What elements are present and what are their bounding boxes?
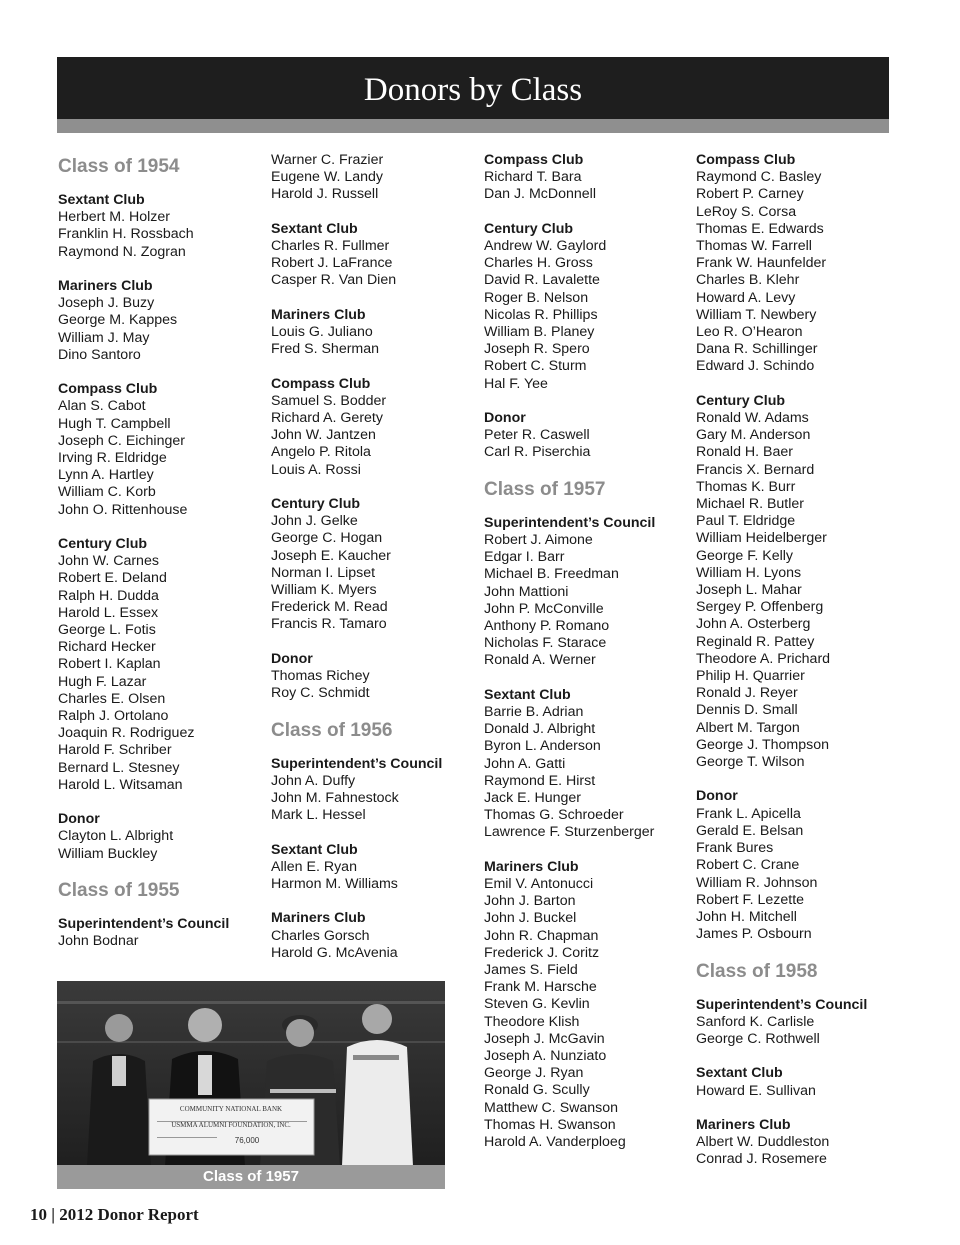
donor-name: James P. Osbourn — [696, 926, 812, 943]
page-title: Donors by Class — [363, 71, 583, 108]
donor-name: Irving R. Eldridge — [58, 450, 167, 467]
donor-name: Donald J. Albright — [484, 721, 596, 738]
donor-name: Bernard L. Stesney — [58, 759, 180, 776]
check-amount: 76,000 — [234, 1136, 260, 1145]
donor-name: LeRoy S. Corsa — [696, 203, 797, 220]
column-2 — [271, 152, 476, 979]
donor-name: Raymond C. Basley — [696, 169, 822, 186]
group-title: Mariners Club — [271, 306, 366, 323]
group-title: Mariners Club — [271, 910, 366, 927]
donor-group — [484, 410, 689, 462]
donor-name: William J. May — [58, 329, 150, 346]
donor-name: Roy C. Schmidt — [271, 685, 370, 702]
donor-name: John O. Rittenhouse — [58, 501, 188, 518]
donor-name: Charles Gorsch — [271, 927, 370, 944]
donor-name: Andrew W. Gaylord — [484, 238, 607, 254]
donor-name: Dennis D. Small — [696, 702, 798, 719]
donor-name: Sergey P. Offenberg — [696, 599, 824, 616]
donor-name: John J. Buckel — [484, 910, 577, 927]
donor-name: Frank M. Harsche — [484, 979, 597, 996]
donor-group — [484, 152, 689, 204]
donor-name: George L. Fotis — [58, 622, 156, 639]
donor-name: Gary M. Anderson — [696, 427, 811, 444]
column-4 — [696, 152, 901, 1186]
group-title: Mariners Club — [696, 1116, 791, 1133]
donor-name: Conrad J. Rosemere — [696, 1151, 827, 1168]
donor-name: Steven G. Kevlin — [484, 996, 590, 1013]
donor-name: Howard E. Sullivan — [696, 1082, 816, 1099]
class-heading: Class of 1958 — [696, 960, 818, 982]
donor-name: Ronald G. Scully — [484, 1082, 590, 1099]
donor-name: Louis A. Rossi — [271, 461, 361, 478]
donor-group — [58, 381, 263, 519]
donor-group — [58, 811, 263, 863]
donor-group — [484, 221, 689, 393]
donor-name: Robert J. Aimone — [484, 532, 593, 549]
donor-name: Joseph J. McGavin — [484, 1030, 605, 1047]
donor-name: Charles B. Klehr — [696, 272, 800, 289]
group-title: Sextant Club — [696, 1065, 783, 1082]
donor-name: John W. Jantzen — [271, 427, 376, 444]
donor-name: William T. Newbery — [696, 306, 817, 323]
donor-name: Harold F. Schriber — [58, 742, 172, 759]
donor-name: Robert C. Sturm — [484, 358, 587, 375]
donor-name: John Mattioni — [484, 583, 569, 600]
donor-name: Harmon M. Williams — [271, 876, 398, 893]
donor-name: Francis X. Bernard — [696, 461, 815, 478]
donor-name: William H. Lyons — [696, 564, 802, 581]
donor-name: George J. Thompson — [696, 736, 830, 753]
donor-name: Ronald A. Werner — [484, 652, 596, 669]
class-heading: Class of 1955 — [58, 880, 180, 902]
donor-name: Ronald W. Adams — [696, 410, 809, 427]
donor-name: Leo R. O’Hearon — [696, 324, 803, 341]
donor-name: Warner C. Frazier — [271, 152, 384, 168]
donor-name: Thomas H. Swanson — [484, 1116, 616, 1133]
donor-name: Frank L. Apicella — [696, 805, 801, 822]
donor-name: John J. Barton — [484, 893, 576, 910]
donor-name: Nicholas F. Starace — [484, 635, 607, 652]
donor-name: Robert P. Carney — [696, 186, 804, 203]
donor-name: Dan J. McDonnell — [484, 186, 596, 203]
donor-name: William Buckley — [58, 845, 158, 862]
donor-name: Howard A. Levy — [696, 289, 796, 306]
group-title: Century Club — [484, 220, 574, 237]
donor-name: Dana R. Schillinger — [696, 341, 818, 358]
donor-name: Lynn A. Hartley — [58, 467, 154, 484]
page-footer: 10 | 2012 Donor Report — [30, 1205, 199, 1224]
donor-group — [696, 788, 901, 943]
donor-name: Ronald J. Reyer — [696, 685, 798, 702]
donor-name: Peter R. Caswell — [484, 427, 590, 444]
class-photo — [57, 981, 445, 1189]
donor-name: Fred S. Sherman — [271, 341, 380, 358]
donor-name: William K. Myers — [271, 582, 377, 599]
class-heading: Class of 1957 — [484, 478, 606, 500]
donor-name: George J. Ryan — [484, 1065, 584, 1082]
donor-name: Thomas K. Burr — [696, 478, 796, 495]
check-bank-name: COMMUNITY NATIONAL BANK — [179, 1105, 283, 1113]
header-bar — [57, 57, 889, 119]
group-title: Mariners Club — [58, 278, 153, 294]
donor-name: Thomas E. Edwards — [696, 220, 824, 237]
donor-name: Harold L. Witsaman — [58, 776, 183, 793]
donor-name: Albert M. Targon — [696, 719, 800, 736]
group-title: Century Club — [696, 392, 786, 409]
donor-name: Nicolas R. Phillips — [484, 306, 598, 323]
donor-name: Dino Santoro — [58, 346, 141, 363]
donor-group — [58, 916, 263, 950]
donor-name: William Heidelberger — [696, 530, 827, 547]
donor-name: Harold L. Essex — [58, 604, 159, 621]
donor-name: Franklin H. Rossbach — [58, 226, 194, 243]
donor-name: Jack E. Hunger — [484, 790, 581, 807]
donor-name: Byron L. Anderson — [484, 738, 601, 755]
donor-group — [271, 651, 476, 703]
donor-name: Paul T. Eldridge — [696, 513, 796, 530]
column-1 — [58, 154, 263, 968]
donor-name: Thomas G. Schroeder — [484, 807, 624, 824]
donor-name: Casper R. Van Dien — [271, 272, 397, 289]
group-title: Sextant Club — [271, 841, 358, 858]
donor-name: Joseph R. Spero — [484, 341, 590, 358]
donor-name: Joseph J. Buzy — [58, 295, 155, 312]
donor-name: Norman I. Lipset — [271, 564, 376, 581]
group-title: Compass Club — [271, 375, 371, 392]
group-title: Superintendent’s Council — [484, 514, 656, 531]
donor-name: Ronald H. Baer — [696, 444, 793, 461]
donor-name: Michael B. Freedman — [484, 566, 619, 583]
donor-name: Raymond E. Hirst — [484, 772, 596, 789]
donor-group — [484, 687, 689, 842]
donor-name: George F. Kelly — [696, 547, 793, 564]
donor-name: Harold G. McAvenia — [271, 944, 398, 961]
donor-name: Hugh T. Campbell — [58, 415, 171, 432]
donor-name: Clayton L. Albright — [58, 828, 174, 845]
photo-caption: Class of 1957 — [57, 1165, 445, 1189]
donor-name: Edward J. Schindo — [696, 358, 815, 375]
donor-name: John A. Osterberg — [696, 616, 811, 633]
donor-name: Mark L. Hessel — [271, 807, 366, 824]
donor-name: John H. Mitchell — [696, 908, 797, 925]
donor-name: Frank Bures — [696, 840, 774, 857]
donor-name: Thomas W. Farrell — [696, 238, 812, 255]
donor-name: Joseph C. Eichinger — [58, 432, 185, 449]
donor-name: Louis G. Juliano — [271, 324, 373, 340]
donor-name: Robert E. Deland — [58, 570, 167, 587]
donor-name: Francis R. Tamaro — [271, 616, 387, 633]
group-title: Century Club — [271, 496, 361, 512]
donor-group — [271, 910, 476, 962]
donor-name: Angelo P. Ritola — [271, 444, 371, 461]
donor-name: Matthew C. Swanson — [484, 1099, 619, 1116]
donor-name: Frederick J. Coritz — [484, 944, 600, 961]
donor-name: Richard T. Bara — [484, 169, 582, 186]
donor-group — [271, 756, 476, 825]
donor-name: Barrie B. Adrian — [484, 704, 584, 721]
donor-name: John P. McConville — [484, 600, 604, 617]
group-title: Sextant Club — [58, 192, 145, 208]
donor-name: Ralph H. Dudda — [58, 587, 159, 604]
donor-name: Anthony P. Romano — [484, 618, 610, 635]
donor-name: John A. Duffy — [271, 772, 356, 789]
donor-name: Carl R. Piserchia — [484, 444, 591, 461]
donor-name: Joseph A. Nunziato — [484, 1048, 607, 1065]
group-title: Mariners Club — [484, 858, 579, 875]
group-title: Donor — [696, 788, 738, 805]
group-title: Donor — [271, 650, 313, 667]
donor-name: Frederick M. Read — [271, 599, 388, 616]
donor-group — [58, 278, 263, 364]
donor-name: Albert W. Duddleston — [696, 1134, 830, 1151]
donor-name: William B. Planey — [484, 324, 595, 341]
donor-name: William C. Korb — [58, 484, 156, 501]
donor-name: George C. Rothwell — [696, 1030, 820, 1047]
donor-name: Frank W. Haunfelder — [696, 255, 827, 272]
donor-name: Robert I. Kaplan — [58, 656, 161, 673]
donor-group — [484, 859, 689, 1151]
group-title: Compass Club — [696, 152, 796, 168]
donor-name: Lawrence F. Sturzenberger — [484, 824, 655, 841]
donor-name: William R. Johnson — [696, 874, 818, 891]
donor-name: Michael R. Butler — [696, 496, 805, 513]
donor-group — [696, 393, 901, 771]
donor-name: Robert C. Crane — [696, 857, 800, 874]
donor-name: John J. Gelke — [271, 513, 358, 530]
donor-name: George M. Kappes — [58, 312, 178, 329]
donor-group — [271, 221, 476, 290]
donor-name: Reginald R. Pattey — [696, 633, 815, 650]
donor-name: Edgar I. Barr — [484, 549, 565, 566]
donor-name: John M. Fahnestock — [271, 790, 399, 807]
donor-name: Sanford K. Carlisle — [696, 1013, 815, 1030]
donor-name: Ralph J. Ortolano — [58, 708, 169, 725]
donor-group — [696, 1065, 901, 1099]
donor-name: Samuel S. Bodder — [271, 392, 387, 409]
donor-name: John R. Chapman — [484, 927, 599, 944]
donor-name: Hugh F. Lazar — [58, 673, 147, 690]
group-title: Donor — [58, 811, 100, 828]
donor-name: James S. Field — [484, 962, 578, 979]
donor-name: Thomas Richey — [271, 668, 370, 685]
donor-name: Harold A. Vanderploeg — [484, 1134, 626, 1151]
group-title: Superintendent’s Council — [696, 996, 868, 1013]
donor-group — [696, 152, 901, 376]
group-title: Century Club — [58, 536, 148, 553]
donor-group — [696, 1117, 901, 1169]
donor-name: Robert J. LaFrance — [271, 255, 393, 272]
group-title: Sextant Club — [271, 220, 358, 237]
donor-name: Raymond N. Zogran — [58, 243, 186, 260]
donor-name: George C. Hogan — [271, 530, 383, 547]
donor-name: Emil V. Antonucci — [484, 876, 594, 893]
group-title: Compass Club — [484, 152, 584, 168]
donor-name: Joseph L. Mahar — [696, 582, 802, 599]
donor-name: Charles H. Gross — [484, 255, 593, 272]
header-divider — [57, 119, 889, 133]
donor-name: Joseph E. Kaucher — [271, 547, 391, 564]
donor-name: Richard A. Gerety — [271, 410, 383, 426]
donor-name: John A. Gatti — [484, 755, 566, 772]
photo-illustration — [57, 981, 445, 1189]
check-payee: USMMA ALUMNI FOUNDATION, INC. — [171, 1121, 291, 1129]
donor-name: George T. Wilson — [696, 754, 805, 771]
group-title: Sextant Club — [484, 686, 571, 703]
class-heading: Class of 1956 — [271, 719, 393, 741]
group-title: Donor — [484, 410, 526, 427]
group-title: Compass Club — [58, 381, 158, 398]
donor-name: Charles R. Fullmer — [271, 238, 390, 254]
donor-name: John Bodnar — [58, 933, 139, 950]
donor-group — [58, 192, 263, 261]
donor-name: Joaquin R. Rodriguez — [58, 725, 195, 742]
donor-name: Gerald E. Belsan — [696, 822, 804, 839]
donor-name: Theodore A. Prichard — [696, 650, 831, 667]
donor-name: Harold J. Russell — [271, 186, 379, 203]
donor-group — [271, 152, 476, 204]
donor-group — [271, 496, 476, 634]
donor-group — [271, 376, 476, 479]
donor-name: Robert F. Lezette — [696, 891, 805, 908]
donor-group — [271, 842, 476, 894]
donor-group — [58, 536, 263, 794]
donor-name: Philip H. Quarrier — [696, 668, 805, 685]
donor-name: Roger B. Nelson — [484, 289, 589, 306]
donor-group — [484, 515, 689, 670]
group-title: Superintendent’s Council — [58, 916, 230, 933]
group-title: Superintendent’s Council — [271, 755, 443, 772]
donor-group — [271, 307, 476, 359]
donor-name: John W. Carnes — [58, 553, 159, 570]
donor-name: Theodore Klish — [484, 1013, 580, 1030]
donor-group — [696, 997, 901, 1049]
column-3 — [484, 152, 689, 1168]
donor-name: Richard Hecker — [58, 639, 156, 656]
donor-name: Alan S. Cabot — [58, 398, 146, 415]
donor-name: Eugene W. Landy — [271, 169, 384, 186]
donor-name: Herbert M. Holzer — [58, 209, 170, 226]
donor-name: Allen E. Ryan — [271, 858, 357, 875]
donor-name: Hal F. Yee — [484, 375, 548, 392]
donor-name: David R. Lavalette — [484, 272, 600, 289]
class-heading: Class of 1954 — [58, 156, 180, 177]
donor-name: Charles E. Olsen — [58, 690, 166, 707]
